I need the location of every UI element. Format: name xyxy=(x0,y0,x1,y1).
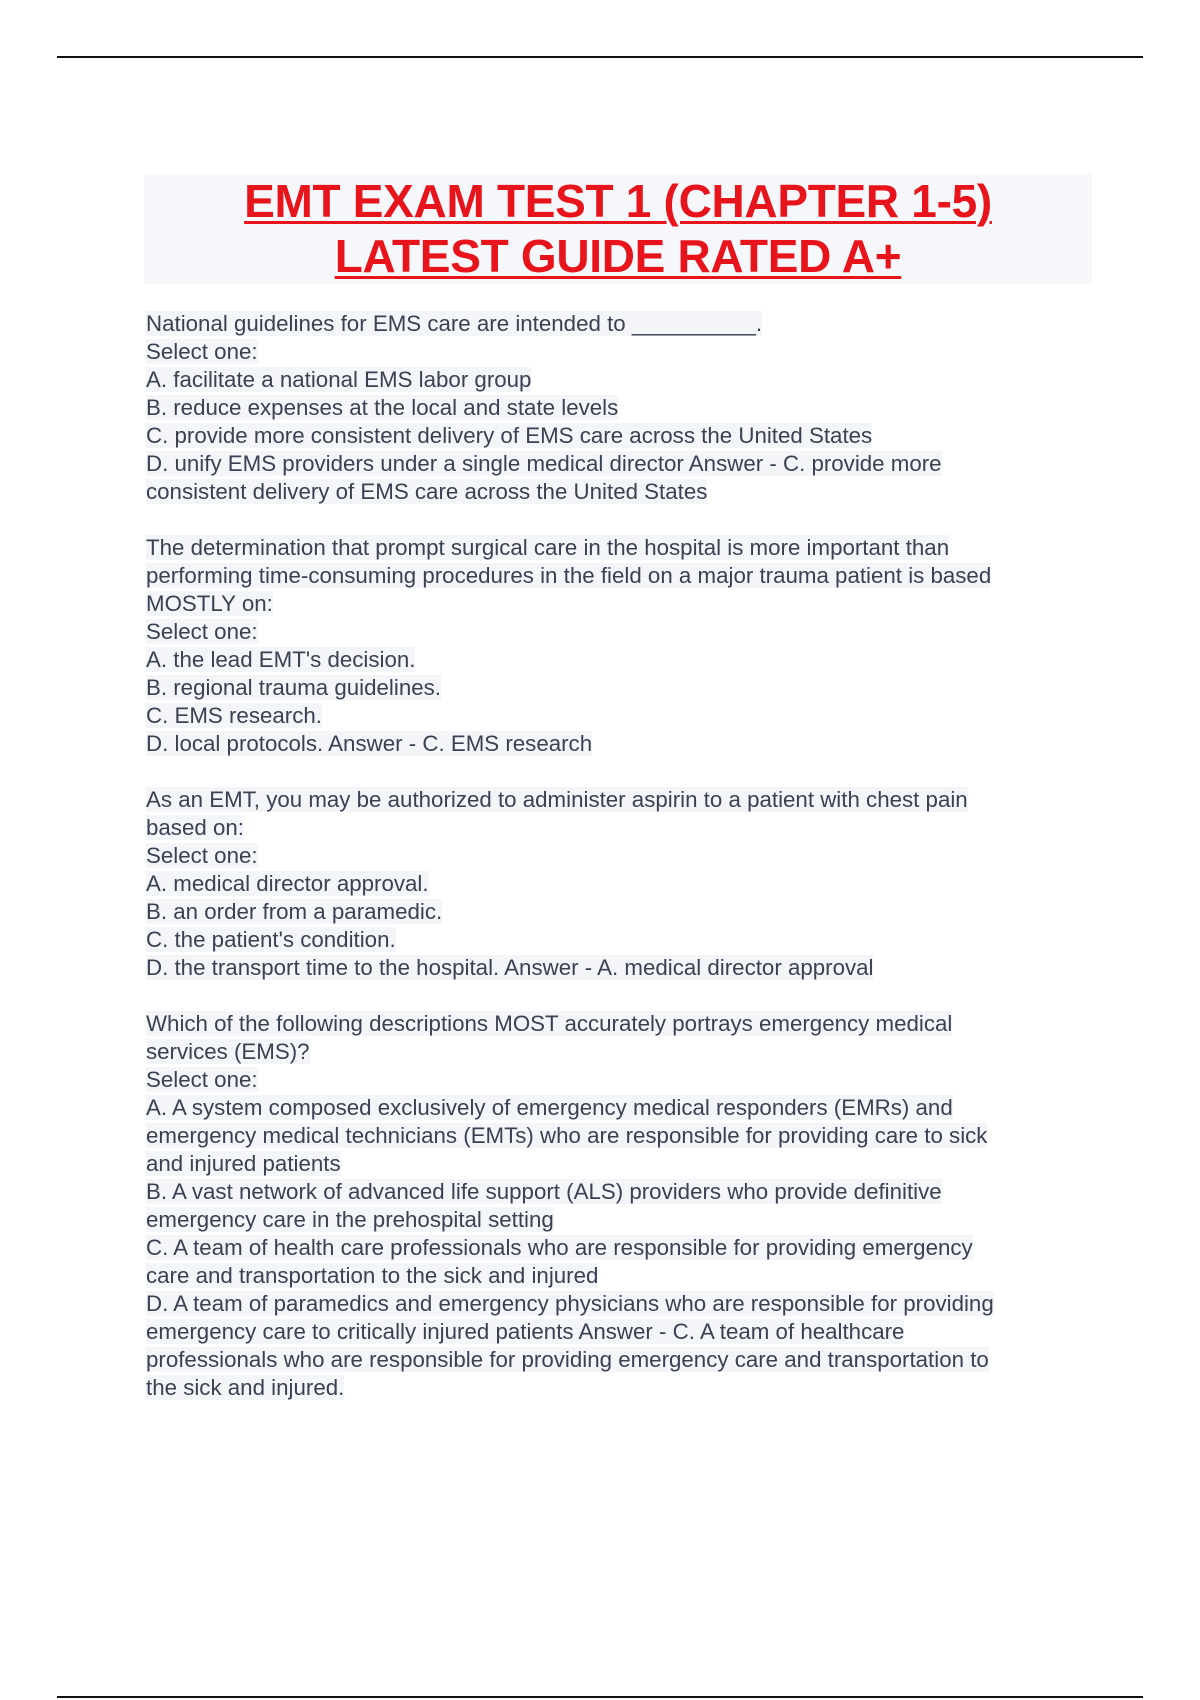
question-text: and injured patients xyxy=(146,1151,341,1176)
question-line xyxy=(146,1010,1096,1038)
question-line xyxy=(146,1150,1096,1178)
question-line xyxy=(146,1066,1096,1094)
question-text: C. provide more consistent delivery of EMS care across the United States xyxy=(146,423,873,448)
question-text: B. reduce expenses at the local and state levels xyxy=(146,395,619,420)
question-line xyxy=(146,1318,1096,1346)
question-text: D. unify EMS providers under a single medical director Answer - C. provide more xyxy=(146,451,942,476)
question-text: Which of the following descriptions MOST accurately portrays emergency medical xyxy=(146,1011,953,1036)
question-text: emergency care to critically injured patients Answer - C. A team of healthcare xyxy=(146,1319,905,1344)
question-text: B. an order from a paramedic. xyxy=(146,899,443,924)
question-line xyxy=(146,646,1096,674)
question-line xyxy=(146,534,1096,562)
question-line xyxy=(146,450,1096,478)
question-text: Select one: xyxy=(146,619,258,644)
question-text: emergency care in the prehospital setting xyxy=(146,1207,554,1232)
question-text: A. facilitate a national EMS labor group xyxy=(146,367,532,392)
question-text: B. regional trauma guidelines. xyxy=(146,675,441,700)
question-line xyxy=(146,366,1096,394)
question-line xyxy=(146,702,1096,730)
question-line xyxy=(146,1178,1096,1206)
question-text: National guidelines for EMS care are intended to __________. xyxy=(146,311,763,336)
question-line xyxy=(146,1374,1096,1402)
question-text: D. A team of paramedics and emergency physicians who are responsible for providing xyxy=(146,1291,994,1316)
question-block xyxy=(146,310,1096,506)
question-line xyxy=(146,814,1096,842)
question-text: C. A team of health care professionals who are responsible for providing emergency xyxy=(146,1235,973,1260)
bottom-rule xyxy=(57,1696,1143,1698)
question-line xyxy=(146,562,1096,590)
question-line xyxy=(146,618,1096,646)
question-text: As an EMT, you may be authorized to administer aspirin to a patient with chest pain xyxy=(146,787,968,812)
question-text: D. the transport time to the hospital. Answer - A. medical director approval xyxy=(146,955,874,980)
question-line xyxy=(146,674,1096,702)
question-line xyxy=(146,478,1096,506)
question-line xyxy=(146,898,1096,926)
question-line xyxy=(146,422,1096,450)
question-line xyxy=(146,1262,1096,1290)
question-list xyxy=(146,310,1096,1430)
question-text: A. medical director approval. xyxy=(146,871,429,896)
question-text: Select one: xyxy=(146,339,258,364)
question-text: care and transportation to the sick and injured xyxy=(146,1263,599,1288)
question-text: consistent delivery of EMS care across the United States xyxy=(146,479,708,504)
question-text: C. EMS research. xyxy=(146,703,322,728)
question-line xyxy=(146,1346,1096,1374)
question-text: Select one: xyxy=(146,843,258,868)
document-title xyxy=(144,174,1092,284)
question-text: B. A vast network of advanced life support (ALS) providers who provide definitive xyxy=(146,1179,942,1204)
question-line xyxy=(146,870,1096,898)
question-line xyxy=(146,1122,1096,1150)
title-line-1: EMT EXAM TEST 1 (CHAPTER 1-5) xyxy=(244,175,992,227)
question-block xyxy=(146,786,1096,982)
question-block xyxy=(146,534,1096,758)
question-text: based on: xyxy=(146,815,244,840)
question-text: A. A system composed exclusively of emergency medical responders (EMRs) and xyxy=(146,1095,953,1120)
question-text: performing time-consuming procedures in the field on a major trauma patient is based xyxy=(146,563,992,588)
question-line xyxy=(146,310,1096,338)
question-block xyxy=(146,1010,1096,1402)
question-line xyxy=(146,1234,1096,1262)
question-line xyxy=(146,730,1096,758)
question-text: D. local protocols. Answer - C. EMS research xyxy=(146,731,593,756)
question-line xyxy=(146,786,1096,814)
question-line xyxy=(146,1206,1096,1234)
question-line xyxy=(146,926,1096,954)
question-text: services (EMS)? xyxy=(146,1039,310,1064)
question-line xyxy=(146,1094,1096,1122)
question-text: Select one: xyxy=(146,1067,258,1092)
question-text: C. the patient's condition. xyxy=(146,927,396,952)
question-text: A. the lead EMT's decision. xyxy=(146,647,416,672)
question-text: professionals who are responsible for providing emergency care and transportation to xyxy=(146,1347,989,1372)
question-line xyxy=(146,954,1096,982)
question-line xyxy=(146,590,1096,618)
question-text: MOSTLY on: xyxy=(146,591,273,616)
question-line xyxy=(146,1290,1096,1318)
question-text: emergency medical technicians (EMTs) who are responsible for providing care to sick xyxy=(146,1123,988,1148)
question-text: The determination that prompt surgical care in the hospital is more important than xyxy=(146,535,950,560)
question-line xyxy=(146,338,1096,366)
question-line xyxy=(146,1038,1096,1066)
top-rule xyxy=(57,56,1143,58)
question-line xyxy=(146,394,1096,422)
title-line-2: LATEST GUIDE RATED A+ xyxy=(334,230,902,282)
question-line xyxy=(146,842,1096,870)
question-text: the sick and injured. xyxy=(146,1375,345,1400)
